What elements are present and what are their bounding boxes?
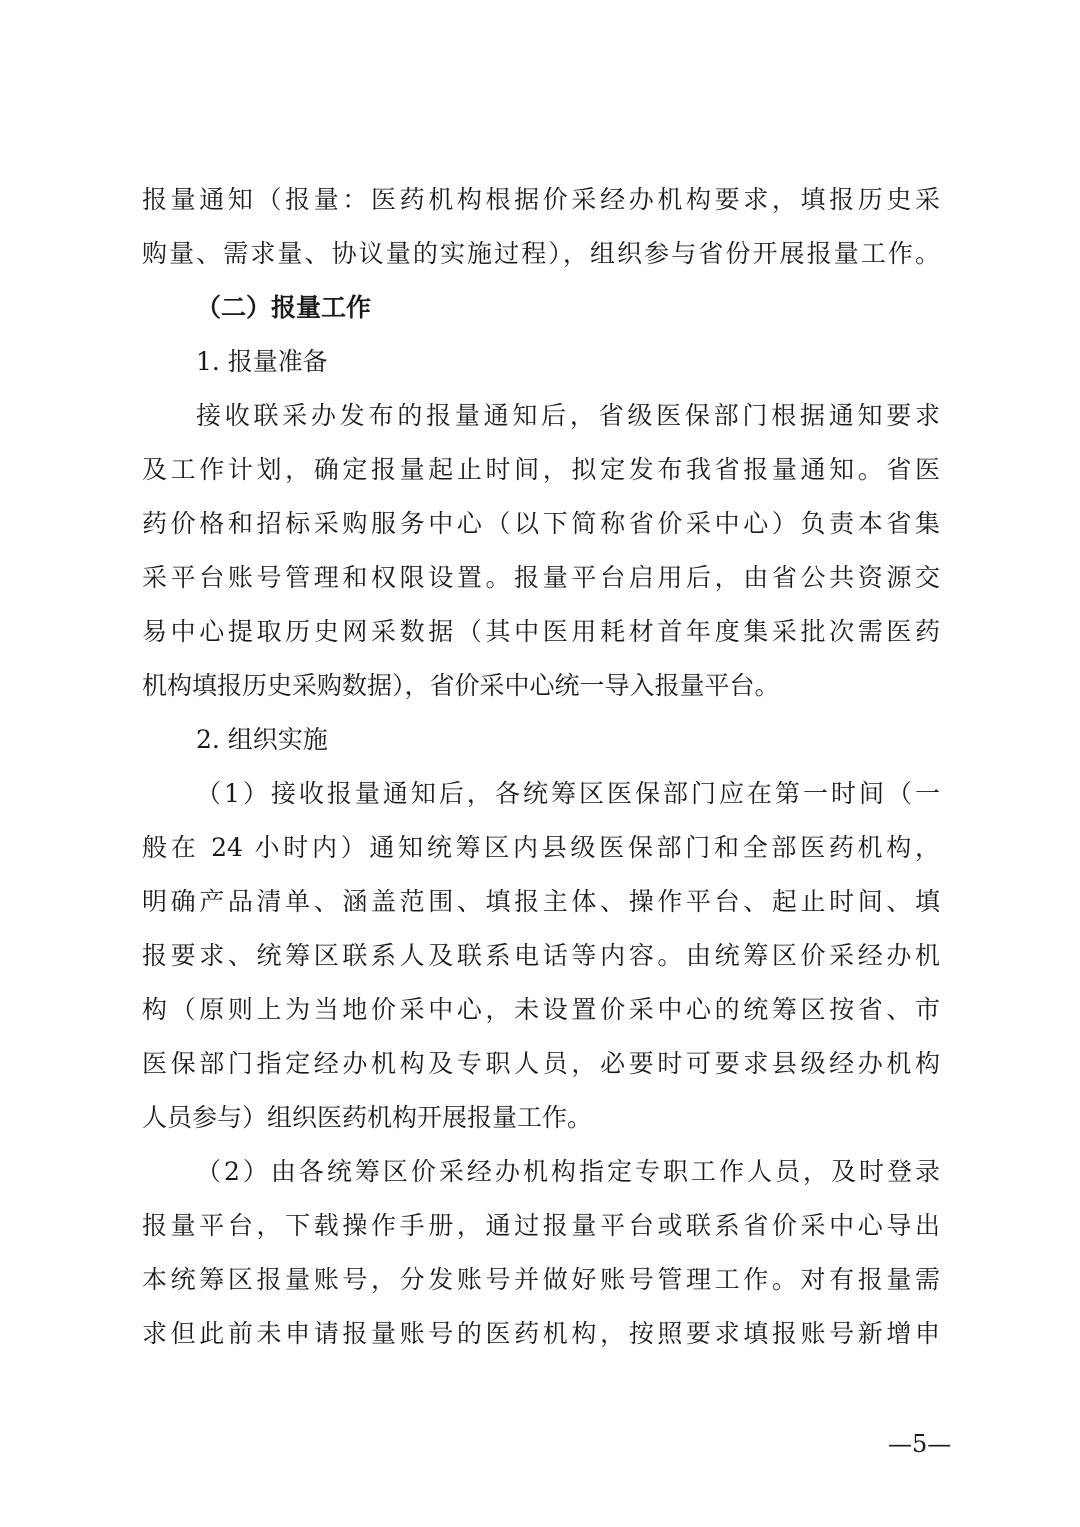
subsection-heading: 1. 报量准备 — [196, 347, 328, 376]
paragraph-line: 接收联采办发布的报量通知后，省级医保部门根据通知要求 — [196, 401, 940, 430]
page-number: —5— — [888, 1430, 952, 1458]
paragraph-line: 报量平台，下载操作手册，通过报量平台或联系省价采中心导出 — [142, 1211, 940, 1240]
paragraph-line: 医保部门指定经办机构及专职人员，必要时可要求县级经办机构 — [142, 1049, 940, 1078]
paragraph-line: 采平台账号管理和权限设置。报量平台启用后，由省公共资源交 — [142, 563, 940, 592]
paragraph-line: 构（原则上为当地价采中心，未设置价采中心的统筹区按省、市 — [142, 995, 940, 1024]
paragraph-line: （1）接收报量通知后，各统筹区医保部门应在第一时间（一 — [196, 779, 940, 808]
paragraph-line: 人员参与）组织医药机构开展报量工作。 — [142, 1103, 593, 1132]
paragraph-line: 易中心提取历史网采数据（其中医用耗材首年度集采批次需医药 — [142, 617, 940, 646]
section-heading: （二）报量工作 — [196, 293, 372, 322]
paragraph-line: 求但此前未申请报量账号的医药机构，按照要求填报账号新增申 — [142, 1319, 940, 1348]
paragraph-line: 报要求、统筹区联系人及联系电话等内容。由统筹区价采经办机 — [142, 941, 940, 970]
paragraph-line: 明确产品清单、涵盖范围、填报主体、操作平台、起止时间、填 — [142, 887, 940, 916]
paragraph-line: 般在 24 小时内）通知统筹区内县级医保部门和全部医药机构， — [142, 833, 940, 862]
paragraph-line: 及工作计划，确定报量起止时间，拟定发布我省报量通知。省医 — [142, 455, 940, 484]
paragraph-line: 购量、需求量、协议量的实施过程），组织参与省份开展报量工作。 — [142, 239, 940, 268]
paragraph-line: 报量通知（报量：医药机构根据价采经办机构要求，填报历史采 — [142, 185, 940, 214]
paragraph-line: （2）由各统筹区价采经办机构指定专职工作人员，及时登录 — [196, 1157, 940, 1186]
paragraph-line: 本统筹区报量账号，分发账号并做好账号管理工作。对有报量需 — [142, 1265, 940, 1294]
paragraph-line: 药价格和招标采购服务中心（以下简称省价采中心）负责本省集 — [142, 509, 940, 538]
subsection-heading: 2. 组织实施 — [196, 725, 328, 754]
paragraph-line: 机构填报历史采购数据），省价采中心统一导入报量平台。 — [142, 671, 780, 700]
